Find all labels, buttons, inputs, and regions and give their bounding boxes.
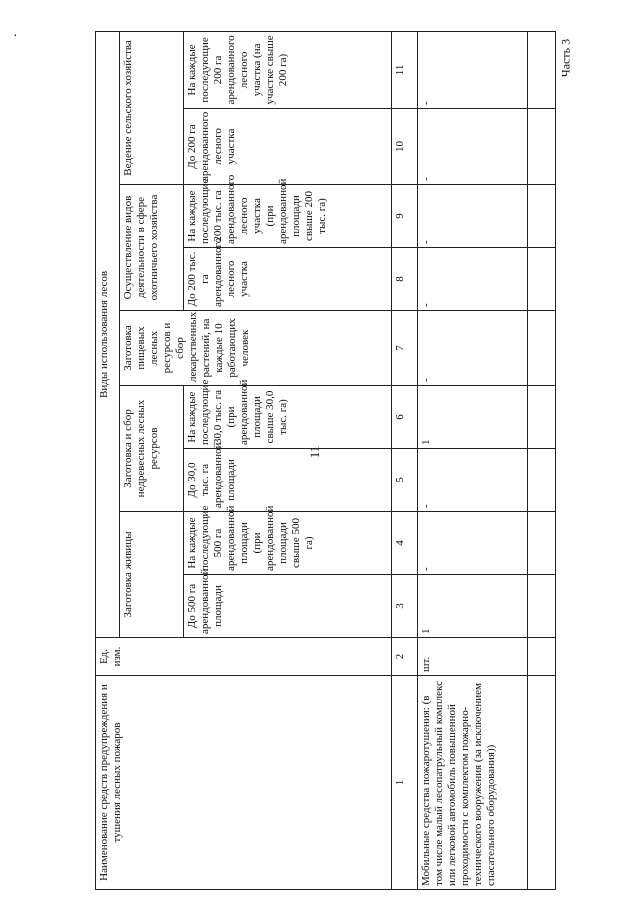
column-number: 9 [392,185,418,248]
rotated-table-wrapper [95,32,555,890]
row-value: - [418,31,528,108]
row-value [528,449,556,512]
subheader-nonwood-base: До 30,0 тыс. га арендованной площади [184,449,392,512]
subheader-resin-additional: На каждые последующие 500 га арендованной площади (при арендованной площади свыше 500 га) [184,512,392,575]
row-equipment-name [528,676,556,890]
row-value [528,109,556,185]
subheader-nonwood-additional: На каждые последующие 30,0 тыс. га (при арендованной площади свыше 30,0 тыс. га) [184,386,392,449]
row-value: - [418,512,528,575]
column-number: 2 [392,638,418,676]
row-value: 1 [418,386,528,449]
row-value: - [418,311,528,386]
column-number: 6 [392,386,418,449]
row-value [528,31,556,108]
name-column-header: Наименование средств предупреждения и тушения лесных пожаров [96,676,392,890]
row-equipment-name: Мобильные средства пожаротушения: (в том числе малый лесопатрульный комплекс или легковой автомобиль повышенной проходимости с комплектом пожарно-технического вооружения (за исключением спасательного оборудования)) [418,676,528,890]
fire-equipment-table [95,31,556,890]
group-header-food-resources: Заготовка пищевых лесных ресурсов и сбор лекарственных растений, на каждые 10 работающих человек [120,311,392,386]
row-value: - [418,109,528,185]
page-number: 11 [307,445,322,459]
row-unit: шт. [418,638,528,676]
column-number: 11 [392,31,418,108]
row-value [528,386,556,449]
column-number: 3 [392,575,418,638]
column-number: 10 [392,109,418,185]
group-header-agriculture: Ведение сельского хозяйства [120,31,184,184]
row-value: - [418,185,528,248]
row-value [528,575,556,638]
forest-use-types-header: Виды использования лесов [96,31,120,637]
row-value [528,512,556,575]
group-header-nonwood-resources: Заготовка и сбор недревесных лесных ресурсов [120,386,184,512]
column-number: 4 [392,512,418,575]
unit-column-header: Ед. изм. [96,638,392,676]
column-number-row [392,31,418,889]
table-row [528,31,556,889]
row-value [528,311,556,386]
group-header-resin: Заготовка живицы [120,512,184,638]
stray-mark: · [13,29,18,44]
row-value [528,248,556,311]
column-number: 8 [392,248,418,311]
row-value: 1 [418,575,528,638]
row-value: - [418,449,528,512]
subheader-agriculture-base: До 200 га арендованного лесного участка [184,109,392,185]
subheader-hunting-base: До 200 тыс. га арендованного лесного участка [184,248,392,311]
subheader-agriculture-additional: На каждые последующие 200 га арендованного лесного участка (на участке свыше 200 га) [184,31,392,108]
part-label: Часть 3 [558,38,573,78]
column-number: 1 [392,676,418,890]
row-unit [528,638,556,676]
row-value: - [418,248,528,311]
subheader-resin-base: До 500 га арендованной площади [184,575,392,638]
group-header-hunting: Осуществление видов деятельности в сфере охотничьего хозяйства [120,185,184,311]
row-value [528,185,556,248]
column-number: 5 [392,449,418,512]
table-row [418,31,528,889]
subheader-hunting-additional: На каждые последующие 200 тыс. га арендованного лесного участка (при арендованной площади свыше 200 тыс. га) [184,185,392,248]
column-number: 7 [392,311,418,386]
